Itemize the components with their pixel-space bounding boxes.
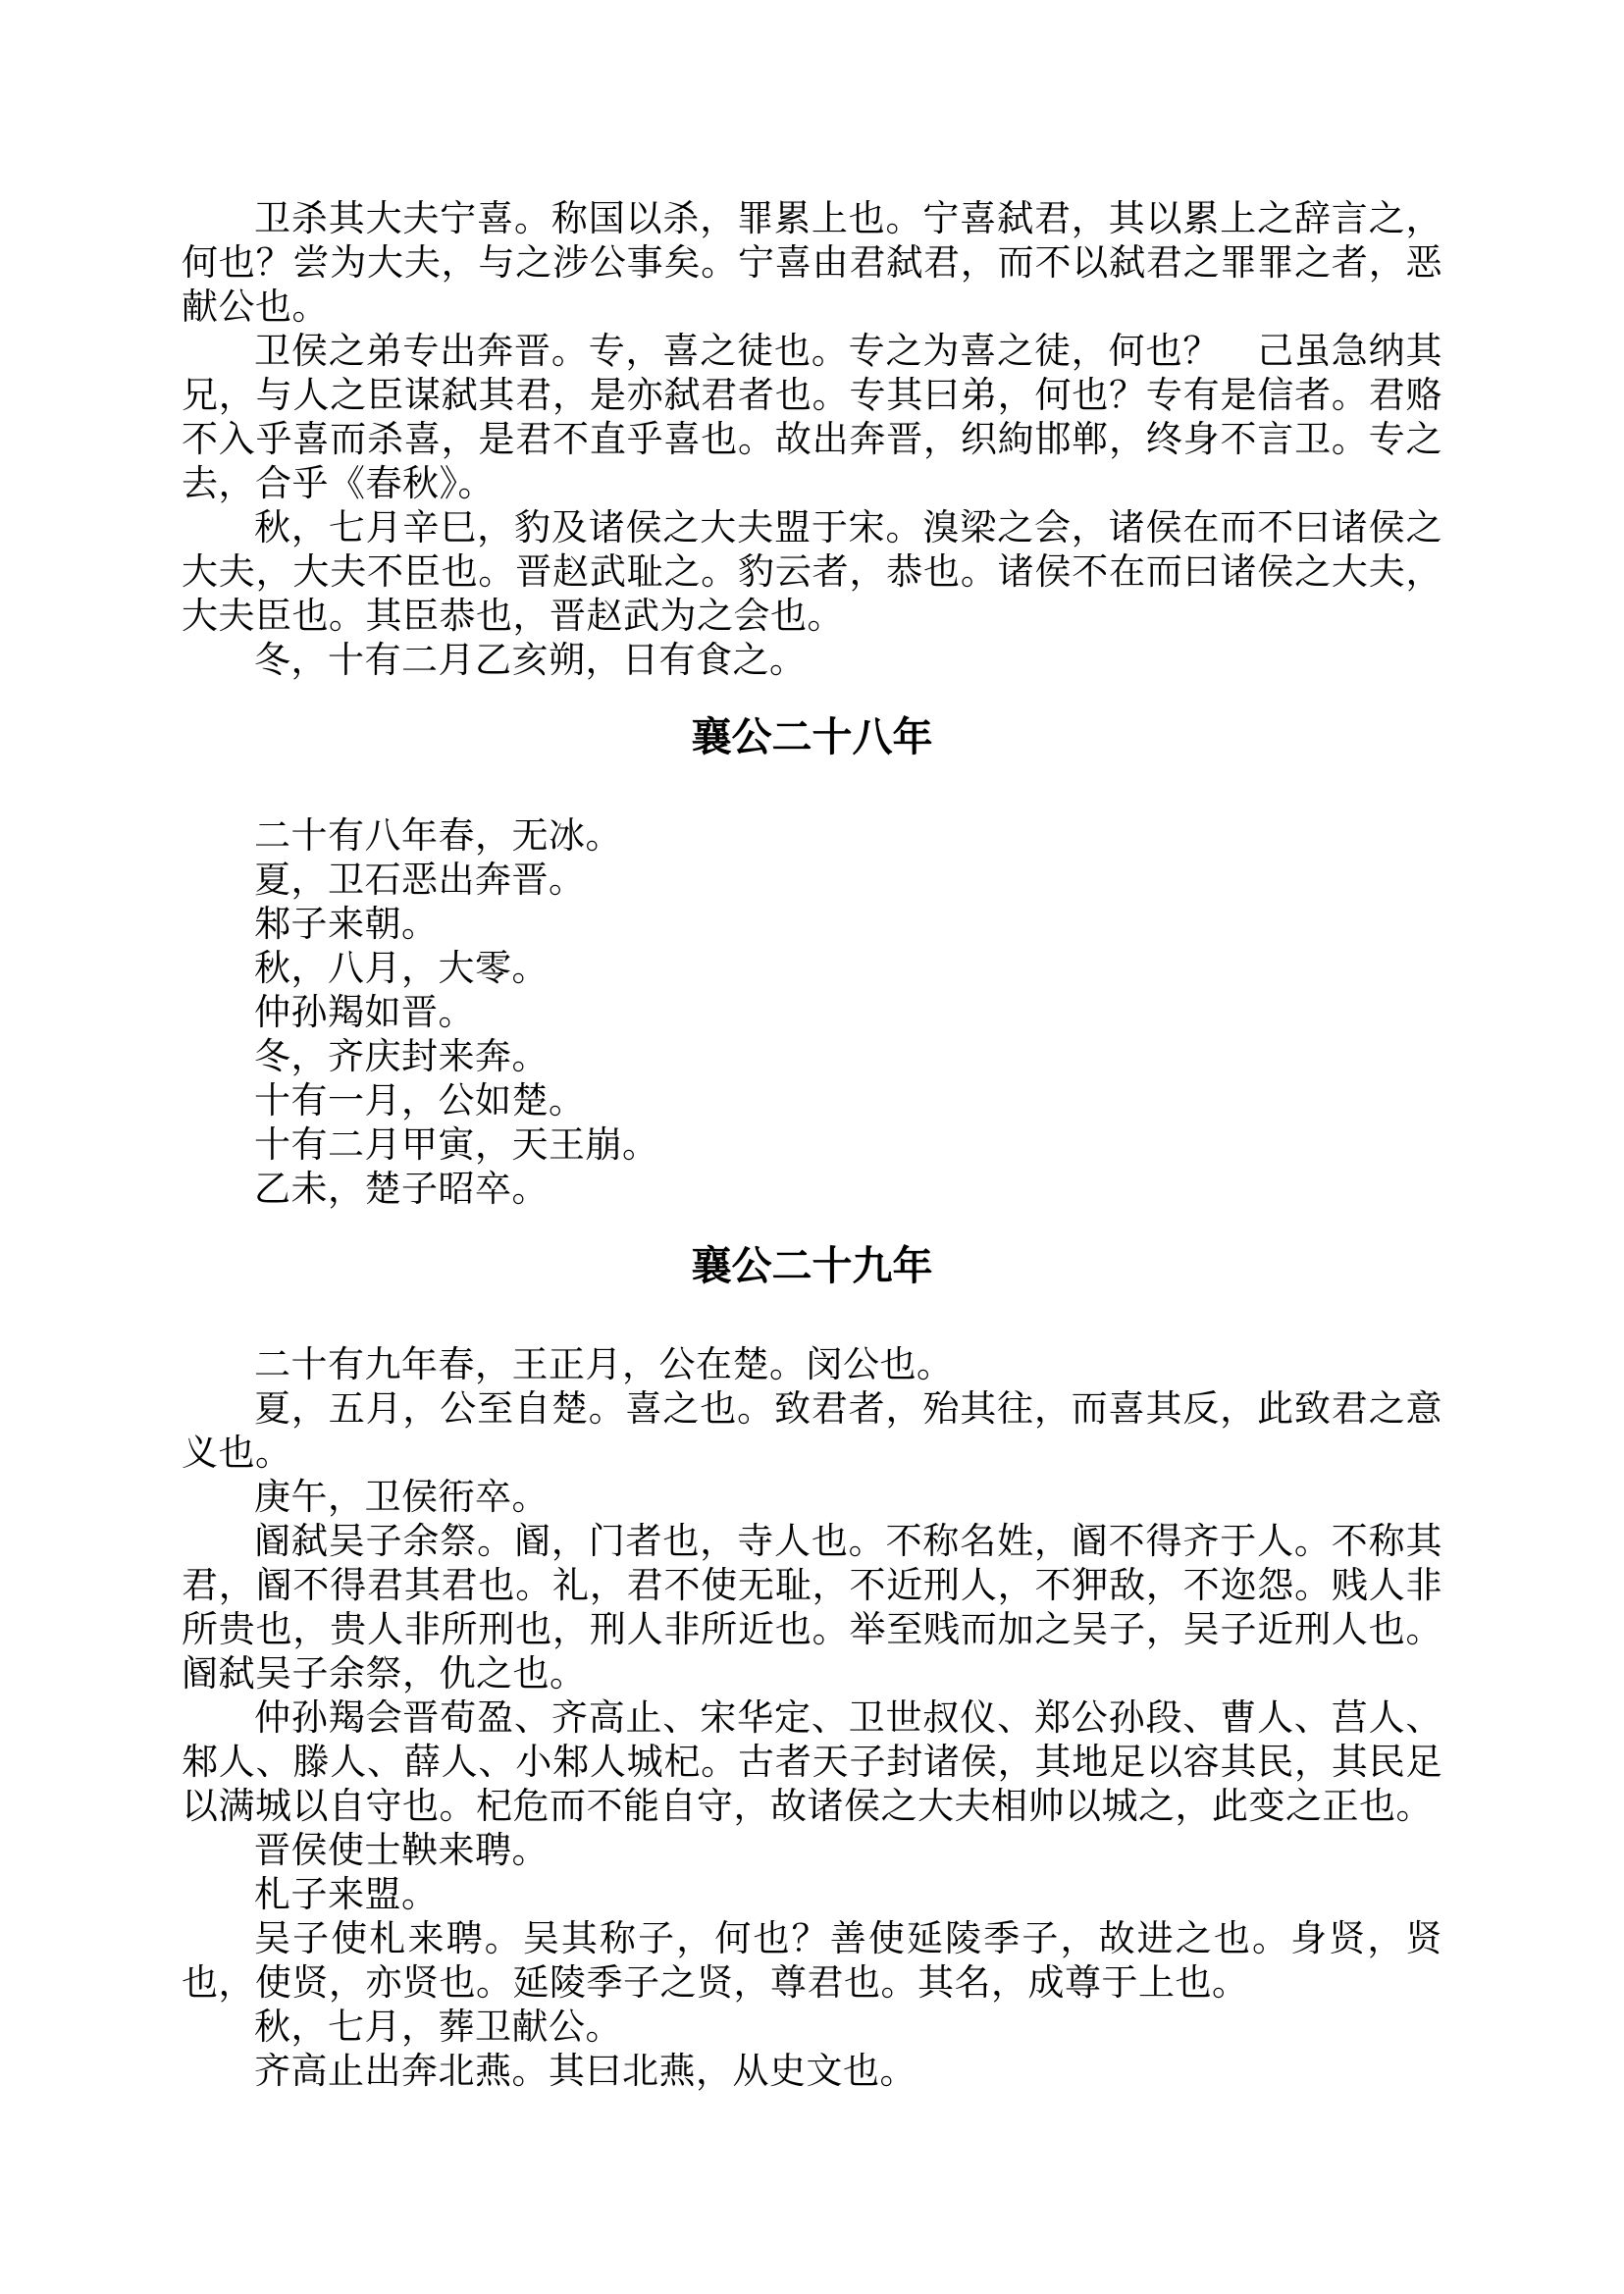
paragraph: 齐高止出奔北燕。其曰北燕，从史文也。: [254, 2051, 917, 2091]
section-heading: 襄公二十八年: [691, 714, 933, 759]
paragraph: 夏，五月，公至自楚。喜之也。致君者，殆其往，而喜其反，此致君之意义也。: [182, 1388, 1442, 1473]
section-xiang-29: [182, 1240, 1442, 2093]
paragraph: 二十有八年春，无冰。: [254, 815, 622, 856]
paragraph: 秋，八月，大零。: [254, 948, 549, 988]
paragraph: 阍弑吴子余祭。阍，门者也，寺人也。不称名姓，阍不得齐于人。不称其君，阍不得君其君也。礼，君不使无耻，不近刑人，不狎敌，不迩怨。贱人非所贵也，贵人非所刑也，刑人非所近也。举至贱而加之吴子，吴子近刑人也。阍弑吴子余祭，仇之也。: [182, 1521, 1442, 1694]
paragraph: 夏，卫石恶出奔晋。: [254, 860, 586, 900]
paragraph: 十有一月，公如楚。: [254, 1080, 586, 1121]
paragraph: 卫侯之弟专出奔晋。专，喜之徒也。专之为喜之徒，何也？ 己虽急纳其兄，与人之臣谋弑其君，是亦弑君者也。专其曰弟，何也？专有是信者。君赂不入乎喜而杀喜，是君不直乎喜也。故出奔晋，织絇邯郸，终身不言卫。专之去，合乎《春秋》。: [182, 331, 1442, 503]
paragraph: 卫杀其大夫宁喜。称国以杀，罪累上也。宁喜弑君，其以累上之辞言之，何也？尝为大夫，与之涉公事矣。宁喜由君弑君，而不以弑君之罪罪之者，恶献公也。: [182, 198, 1442, 327]
paragraph: 庚午，卫侯衎卒。: [254, 1477, 549, 1517]
paragraph: 十有二月甲寅，天王崩。: [254, 1124, 659, 1165]
paragraph: 二十有九年春，王正月，公在楚。闵公也。: [254, 1344, 954, 1384]
section-xiang-28: [182, 711, 1442, 1211]
paragraph: 札子来盟。: [254, 1874, 439, 1914]
paragraph: 仲孙羯如晋。: [254, 992, 475, 1032]
section-xiang-27: [182, 196, 1442, 682]
paragraph: 冬，齐庆封来奔。: [254, 1036, 549, 1076]
paragraph: 冬，十有二月乙亥朔，日有食之。: [254, 640, 807, 680]
paragraph: 吴子使札来聘。吴其称子，何也？善使延陵季子，故进之也。身贤，贤也，使贤，亦贤也。延陵季子之贤，尊君也。其名，成尊于上也。: [182, 1918, 1442, 2003]
section-heading: 襄公二十九年: [691, 1243, 933, 1288]
paragraph: 乙未，楚子昭卒。: [254, 1169, 549, 1209]
paragraph: 晋侯使士鞅来聘。: [254, 1830, 549, 1870]
paragraph: 仲孙羯会晋荀盈、齐高止、宋华定、卫世叔仪、郑公孙段、曹人、莒人、邾人、滕人、薛人、小邾人城杞。古者天子封诸侯，其地足以容其民，其民足以满城以自守也。杞危而不能自守，故诸侯之大夫相帅以城之，此变之正也。: [182, 1697, 1442, 1826]
paragraph: 邾子来朝。: [254, 904, 439, 944]
paragraph: 秋，七月辛巳，豹及诸侯之大夫盟于宋。溴梁之会，诸侯在而不曰诸侯之大夫，大夫不臣也。晋赵武耻之。豹云者，恭也。诸侯不在而曰诸侯之大夫，大夫臣也。其臣恭也，晋赵武为之会也。: [182, 507, 1442, 636]
paragraph: 秋，七月，葬卫献公。: [254, 2007, 622, 2047]
